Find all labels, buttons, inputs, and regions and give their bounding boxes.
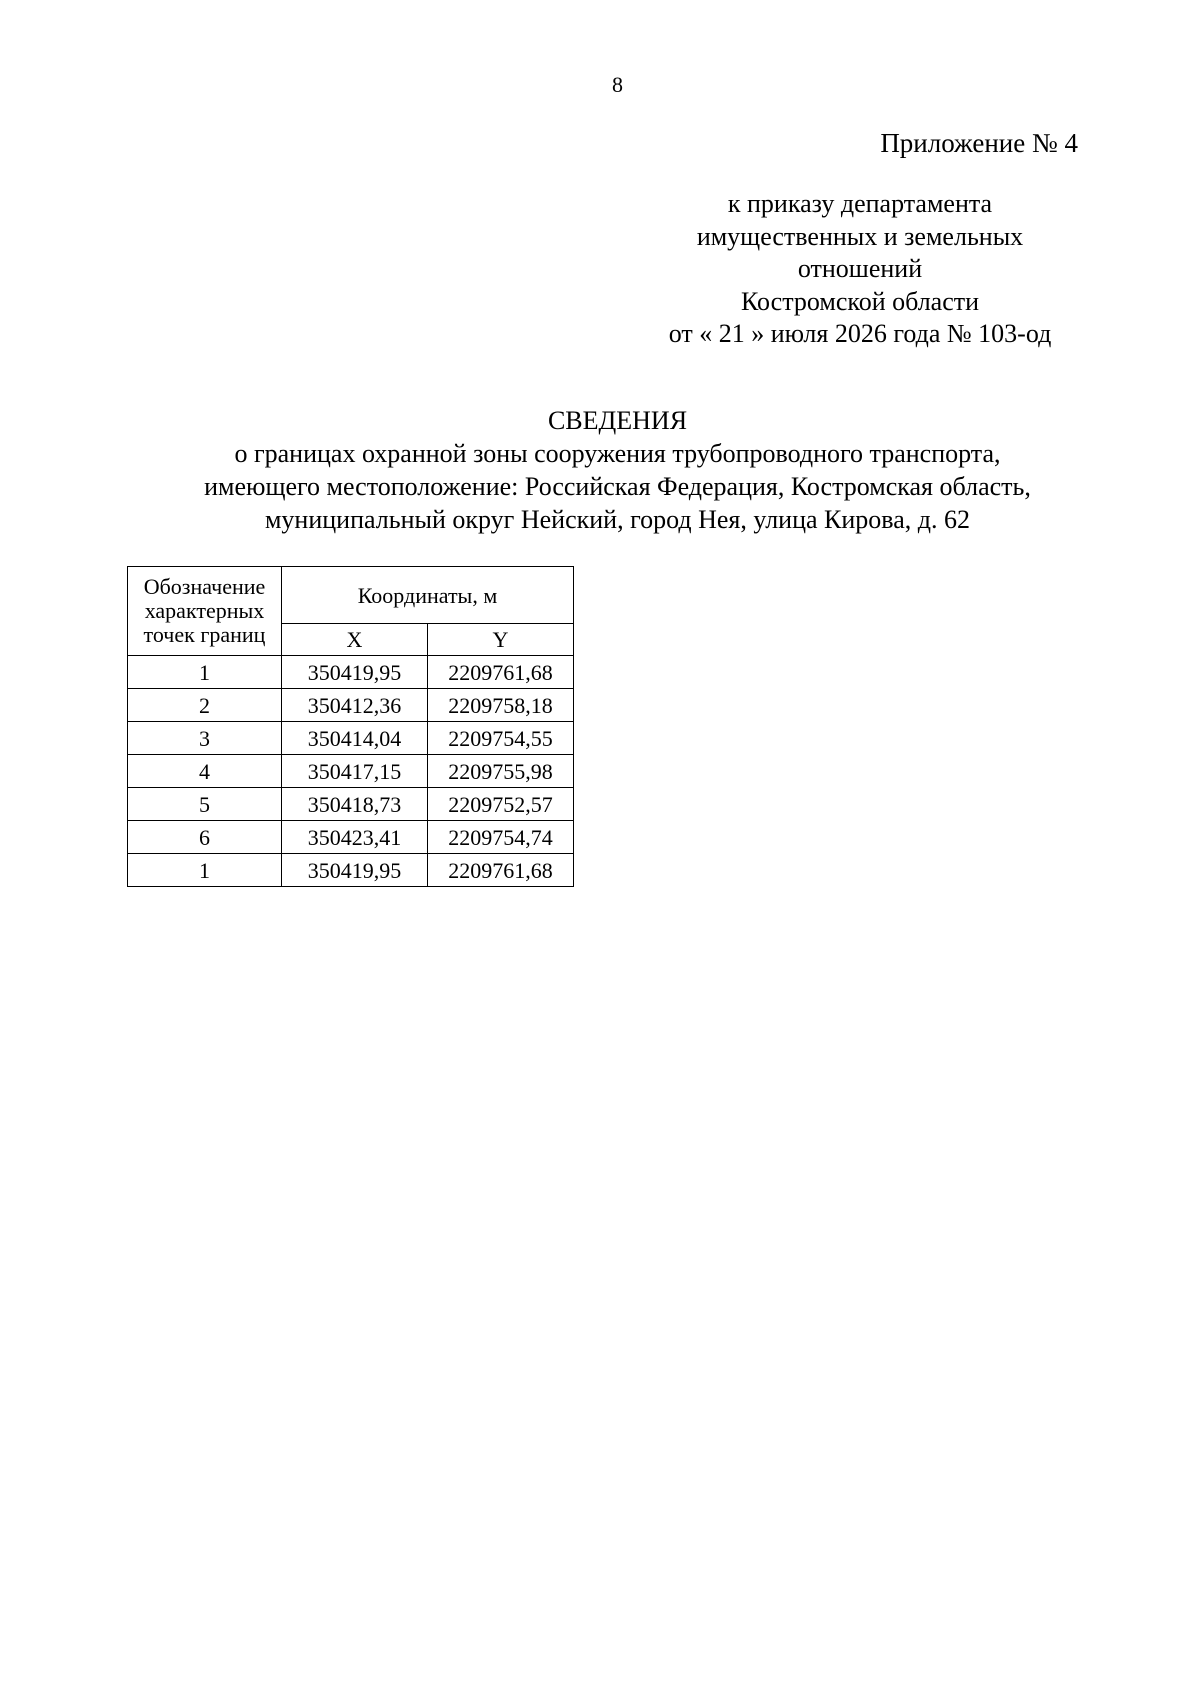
order-reference-date-line: от « 21 » июля 2026 года № 103-од — [668, 319, 1052, 348]
table-row — [128, 722, 574, 755]
point-cell: 1 — [128, 854, 282, 887]
point-cell: 4 — [128, 755, 282, 788]
point-cell: 5 — [128, 788, 282, 821]
page-number: 8 — [612, 72, 623, 97]
header-coordinates: Координаты, м — [282, 567, 574, 624]
table-row — [128, 788, 574, 821]
table-row — [128, 689, 574, 722]
coordinates-table — [127, 566, 574, 887]
x-cell: 350417,15 — [282, 755, 428, 788]
table-row — [128, 821, 574, 854]
heading-subtitle-line: имеющего местоположение: Российская Федерация, Костромская область, — [204, 472, 1031, 501]
y-cell: 2209761,68 — [428, 656, 574, 689]
point-cell: 6 — [128, 821, 282, 854]
order-reference — [600, 188, 1120, 351]
x-cell: 350419,95 — [282, 854, 428, 887]
y-cell: 2209758,18 — [428, 689, 574, 722]
y-cell: 2209754,55 — [428, 722, 574, 755]
heading-subtitle-line: муниципальный округ Нейский, город Нея, улица Кирова, д. 62 — [264, 505, 971, 534]
point-cell: 1 — [128, 656, 282, 689]
y-cell: 2209761,68 — [428, 854, 574, 887]
order-reference-line: отношений — [797, 254, 923, 283]
x-cell: 350418,73 — [282, 788, 428, 821]
y-cell: 2209752,57 — [428, 788, 574, 821]
x-cell: 350412,36 — [282, 689, 428, 722]
order-reference-line: Костромской области — [740, 286, 980, 316]
table-row — [128, 854, 574, 887]
table-header-row — [128, 567, 574, 624]
header-y: Y — [428, 624, 574, 656]
document-heading — [0, 404, 1200, 536]
y-cell: 2209755,98 — [428, 755, 574, 788]
y-cell: 2209754,74 — [428, 821, 574, 854]
heading-subtitle-line: о границах охранной зоны сооружения трубопроводного транспорта, — [234, 439, 1001, 468]
appendix-title: Приложение № 4 — [880, 128, 1078, 158]
heading-title: СВЕДЕНИЯ — [547, 406, 688, 435]
x-cell: 350414,04 — [282, 722, 428, 755]
header-point-designation: Обозначение характерных точек границ — [128, 567, 282, 656]
x-cell: 350419,95 — [282, 656, 428, 689]
table-row — [128, 656, 574, 689]
table-row — [128, 755, 574, 788]
x-cell: 350423,41 — [282, 821, 428, 854]
order-reference-line: к приказу департамента — [727, 189, 993, 218]
point-cell: 3 — [128, 722, 282, 755]
order-reference-line: имущественных и земельных — [696, 221, 1024, 251]
point-cell: 2 — [128, 689, 282, 722]
header-x: X — [282, 624, 428, 656]
